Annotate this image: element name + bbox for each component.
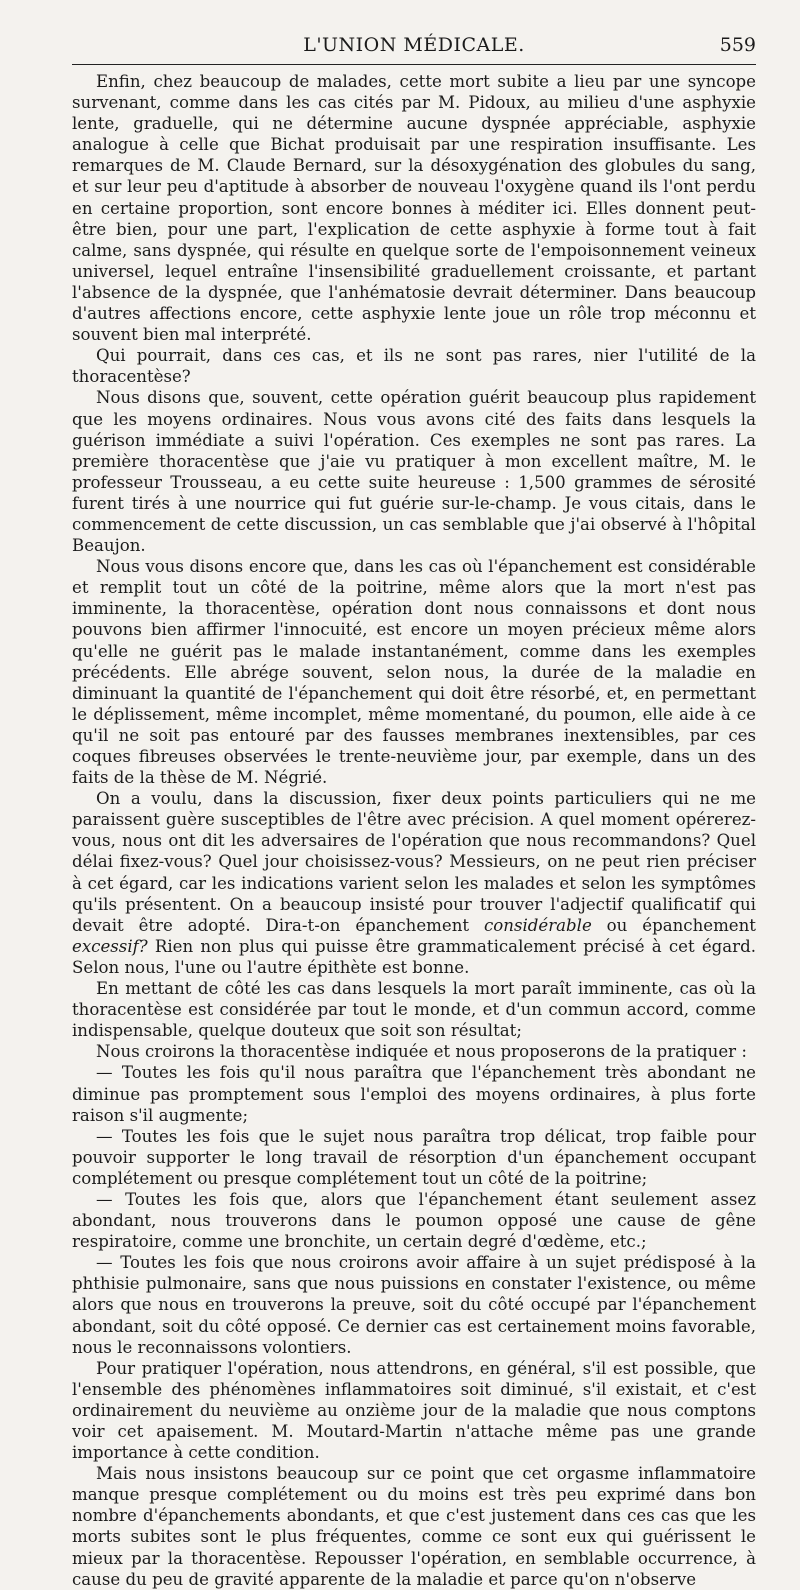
body-text: [72, 71, 756, 1590]
paragraph-5-tail: Rien non plus qui puisse être grammaticalement précisé à cet égard. Selon nous, l'une ou l'autre épithète est bonne.: [72, 936, 756, 977]
indication-4: — Toutes les fois que nous croirons avoir affaire à un sujet prédisposé à la phthisie pulmonaire, sans que nous puissions en constater l'existence, ou même alors que nous en trouverons la preuve, soit du côté occupé par l'épanchement abondant, soit du côté opposé. Ce dernier cas est certainement moins favorable, nous le reconnaissons volontiers.: [72, 1253, 756, 1357]
indication-2: — Toutes les fois que le sujet nous paraîtra trop délicat, trop faible pour pouvoir supporter le long travail de résorption d'un épanchement occupant complétement ou presque complétement tout un côté de la poitrine;: [72, 1126, 756, 1188]
paragraph-2: Qui pourrait, dans ces cas, et ils ne sont pas rares, nier l'utilité de la thoracentèse?: [72, 346, 756, 387]
paragraph-7: Nous croirons la thoracentèse indiquée et nous proposerons de la pratiquer :: [96, 1042, 747, 1062]
paragraph-12: Pour pratiquer l'opération, nous attendrons, en général, s'il est possible, que l'ensemble des phénomènes inflammatoires soit diminué, s'il existait, et c'est ordinairement du neuvième au onzième jour de la maladie que nous comptons voir cet apaisement. M. Moutard-Martin n'attache même pas une grande importance à cette condition.: [72, 1358, 756, 1463]
paragraph-5-text: On a voulu, dans la discussion, fixer deux points particuliers qui ne me paraissent guère susceptibles de l'être avec précision. A quel moment opérerez-vous, nous ont dit les adversaires de l'opération que nous recommandons? Quel délai fixez-vous? Quel jour choisissez-vous? Messieurs, on ne peut rien préciser à cet égard, car les indications varient selon les malades et selon les symptômes qu'ils présentent. On a beaucoup insisté pour trouver l'adjectif qualificatif qui devait être adopté. Dira-t-on épanchement: [72, 789, 756, 935]
paragraph-3: Nous disons que, souvent, cette opération guérit beaucoup plus rapidement que les moyens ordinaires. Nous vous avons cité des faits dans lesquels la guérison immédiate a suivi l'opération. Ces exemples ne sont pas rares. La première thoracentèse que j'aie vu pratiquer à mon excellent maître, M. le professeur Trousseau, a eu cette suite heureuse : 1,500 grammes de sérosité furent tirés à une nourrice qui fut guérie sur-le-champ. Je vous citais, dans le commencement de cette discussion, un cas semblable que j'ai observé à l'hôpital Beaujon.: [72, 388, 756, 556]
italic-connector: ou épanchement: [591, 915, 756, 935]
paragraph-13: Mais nous insistons beaucoup sur ce point que cet orgasme inflammatoire manque presque complétement ou du moins est très peu exprimé dans bon nombre d'épanchements abondants, et que c'est justement dans ces cas que les morts subites sont le plus fréquentes, comme ce sont eux qui guérissent le mieux par la thoracentèse. Repousser l'opération, en semblable occurrence, à cause du peu de gravité apparente de la maladie et parce qu'on n'observe: [72, 1464, 756, 1589]
italic-term-considerable: considérable: [483, 915, 592, 935]
paragraph-1: Enfin, chez beaucoup de malades, cette mort subite a lieu par une syncope survenant, comme dans les cas cités par M. Pidoux, au milieu d'une asphyxie lente, graduelle, qui ne détermine aucune dyspnée appréciable, asphyxie analogue à celle que Bichat produisait par une respiration insuffisante. Les remarques de M. Claude Bernard, sur la désoxygénation des globules du sang, et sur leur peu d'aptitude à absorber de nouveau l'oxygène quand ils l'ont perdu en certaine proportion, sont encore bonnes à méditer ici. Elles donnent peut-être bien, pour une part, l'explication de cette asphyxie à forme tout à fait calme, sans dyspnée, qui résulte en quelque sorte de l'empoisonnement veineux universel, lequel entraîne l'insensibilité graduellement croissante, et partant l'absence de la dyspnée, que l'anhématosie devrait déterminer. Dans beaucoup d'autres affections encore, cette asphyxie lente joue un rôle trop méconnu et souvent bien mal interprété.: [72, 72, 756, 345]
journal-title: L'UNION MÉDICALE.: [303, 34, 525, 56]
running-head: [72, 30, 756, 65]
paragraph-5: [72, 788, 756, 978]
indication-1: — Toutes les fois qu'il nous paraîtra que l'épanchement très abondant ne diminue pas promptement sous l'emploi des moyens ordinaires, à plus forte raison s'il augmente;: [72, 1063, 756, 1125]
page-number: 559: [719, 34, 756, 56]
italic-term-excessif: excessif?: [72, 936, 148, 956]
indication-3: — Toutes les fois que, alors que l'épanchement étant seulement assez abondant, nous trouverons dans le poumon opposé une cause de gêne respiratoire, comme une bronchite, un certain degré d'œdème, etc.;: [72, 1189, 756, 1252]
paragraph-6: En mettant de côté les cas dans lesquels la mort paraît imminente, cas où la thoracentèse est considérée par tout le monde, et d'un commun accord, comme indispensable, quelque douteux que soit son résultat;: [72, 979, 756, 1041]
paragraph-4: Nous vous disons encore que, dans les cas où l'épanchement est considérable et remplit tout un côté de la poitrine, même alors que la mort n'est pas imminente, la thoracentèse, opération dont nous connaissons et dont nous pouvons bien affirmer l'innocuité, est encore un moyen précieux même alors qu'elle ne guérit pas le malade instantanément, comme dans les exemples précédents. Elle abrége souvent, selon nous, la durée de la maladie en diminuant la quantité de l'épanchement qui doit être résorbé, et, en permettant le déplissement, même incomplet, même momentané, du poumon, elle aide à ce qu'il ne soit pas entouré par des fausses membranes inextensibles, par ces coques fibreuses observées le trente-neuvième jour, par exemple, dans un des faits de la thèse de M. Négrié.: [72, 557, 756, 788]
